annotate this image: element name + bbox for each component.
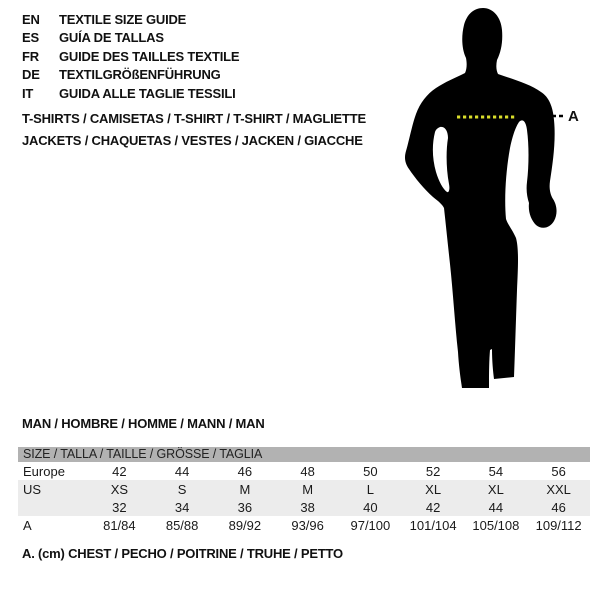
language-item-en (22, 10, 239, 29)
table-cell: XXL (546, 481, 571, 497)
table-cell: 56 (551, 463, 566, 479)
language-item-it (22, 84, 239, 103)
table-cell: M (239, 481, 251, 497)
row-label: US (23, 481, 42, 497)
table-cell: 93/96 (291, 517, 324, 533)
language-label: TEXTILE SIZE GUIDE (59, 11, 187, 27)
category-tshirts: T-SHIRTS / CAMISETAS / T-SHIRT / T-SHIRT / MAGLIETTE (22, 111, 366, 126)
table-cell: 81/84 (103, 517, 136, 533)
table-cell: 48 (300, 463, 315, 479)
language-label: GUÍA DE TALLAS (59, 30, 164, 46)
language-item-de (22, 66, 239, 85)
language-label: GUIDA ALLE TAGLIE TESSILI (59, 85, 236, 101)
table-cell: M (302, 481, 314, 497)
table-cell: 46 (551, 499, 566, 515)
table-cell: 42 (112, 463, 127, 479)
language-code: DE (22, 67, 40, 83)
language-list (22, 10, 239, 103)
row-label: A (23, 517, 32, 533)
table-cell: 40 (363, 499, 378, 515)
language-code: FR (22, 48, 39, 64)
table-cell: 109/112 (535, 517, 582, 533)
table-row-europe (18, 462, 590, 480)
language-code: IT (22, 85, 34, 101)
table-cell: 32 (112, 499, 127, 515)
table-cell: 42 (425, 499, 441, 515)
table-cell: 46 (237, 463, 253, 479)
language-code: ES (22, 30, 39, 46)
man-silhouette (400, 5, 580, 395)
category-lines (22, 108, 366, 152)
table-cell: 85/88 (165, 517, 199, 533)
size-table (18, 447, 590, 534)
measurement-footnote: A. (cm) CHEST / PECHO / POITRINE / TRUHE / PETTO (22, 546, 343, 561)
table-cell: 105/108 (472, 517, 520, 533)
language-label: TEXTILGRÖßENFÜHRUNG (59, 67, 221, 83)
measure-label-a: A (568, 108, 579, 125)
language-label: GUIDE DES TAILLES TEXTILE (59, 48, 240, 64)
table-cell: 54 (488, 463, 504, 479)
table-cell: 101/104 (409, 517, 457, 533)
table-cell: 38 (300, 499, 315, 515)
table-cell: 44 (488, 499, 504, 515)
table-row-chest-a (18, 516, 590, 534)
language-item-fr (22, 47, 239, 66)
category-jackets: JACKETS / CHAQUETAS / VESTES / JACKEN / GIACCHE (22, 133, 363, 148)
table-cell: 44 (174, 463, 190, 479)
table-cell: 36 (237, 499, 253, 515)
table-cell: 97/100 (350, 517, 391, 533)
table-cell: XL (425, 481, 442, 497)
table-row-us (18, 480, 590, 498)
man-silhouette-shape (405, 8, 557, 388)
table-cell: XL (487, 481, 504, 497)
section-title-man: MAN / HOMBRE / HOMME / MANN / MAN (22, 416, 265, 431)
table-cell: 52 (425, 463, 441, 479)
language-code: EN (22, 11, 40, 27)
table-cell: 34 (174, 499, 190, 515)
table-cell: L (366, 481, 374, 497)
table-cell: S (177, 481, 187, 497)
language-item-es (22, 29, 239, 48)
table-cell: XS (110, 481, 129, 497)
table-cell: 89/92 (228, 517, 262, 533)
table-cell: 50 (363, 463, 378, 479)
size-table-header: SIZE / TALLA / TAILLE / GRÖSSE / TAGLIA (18, 447, 590, 462)
row-label: Europe (23, 463, 65, 479)
table-row-us-numeric (18, 498, 590, 516)
